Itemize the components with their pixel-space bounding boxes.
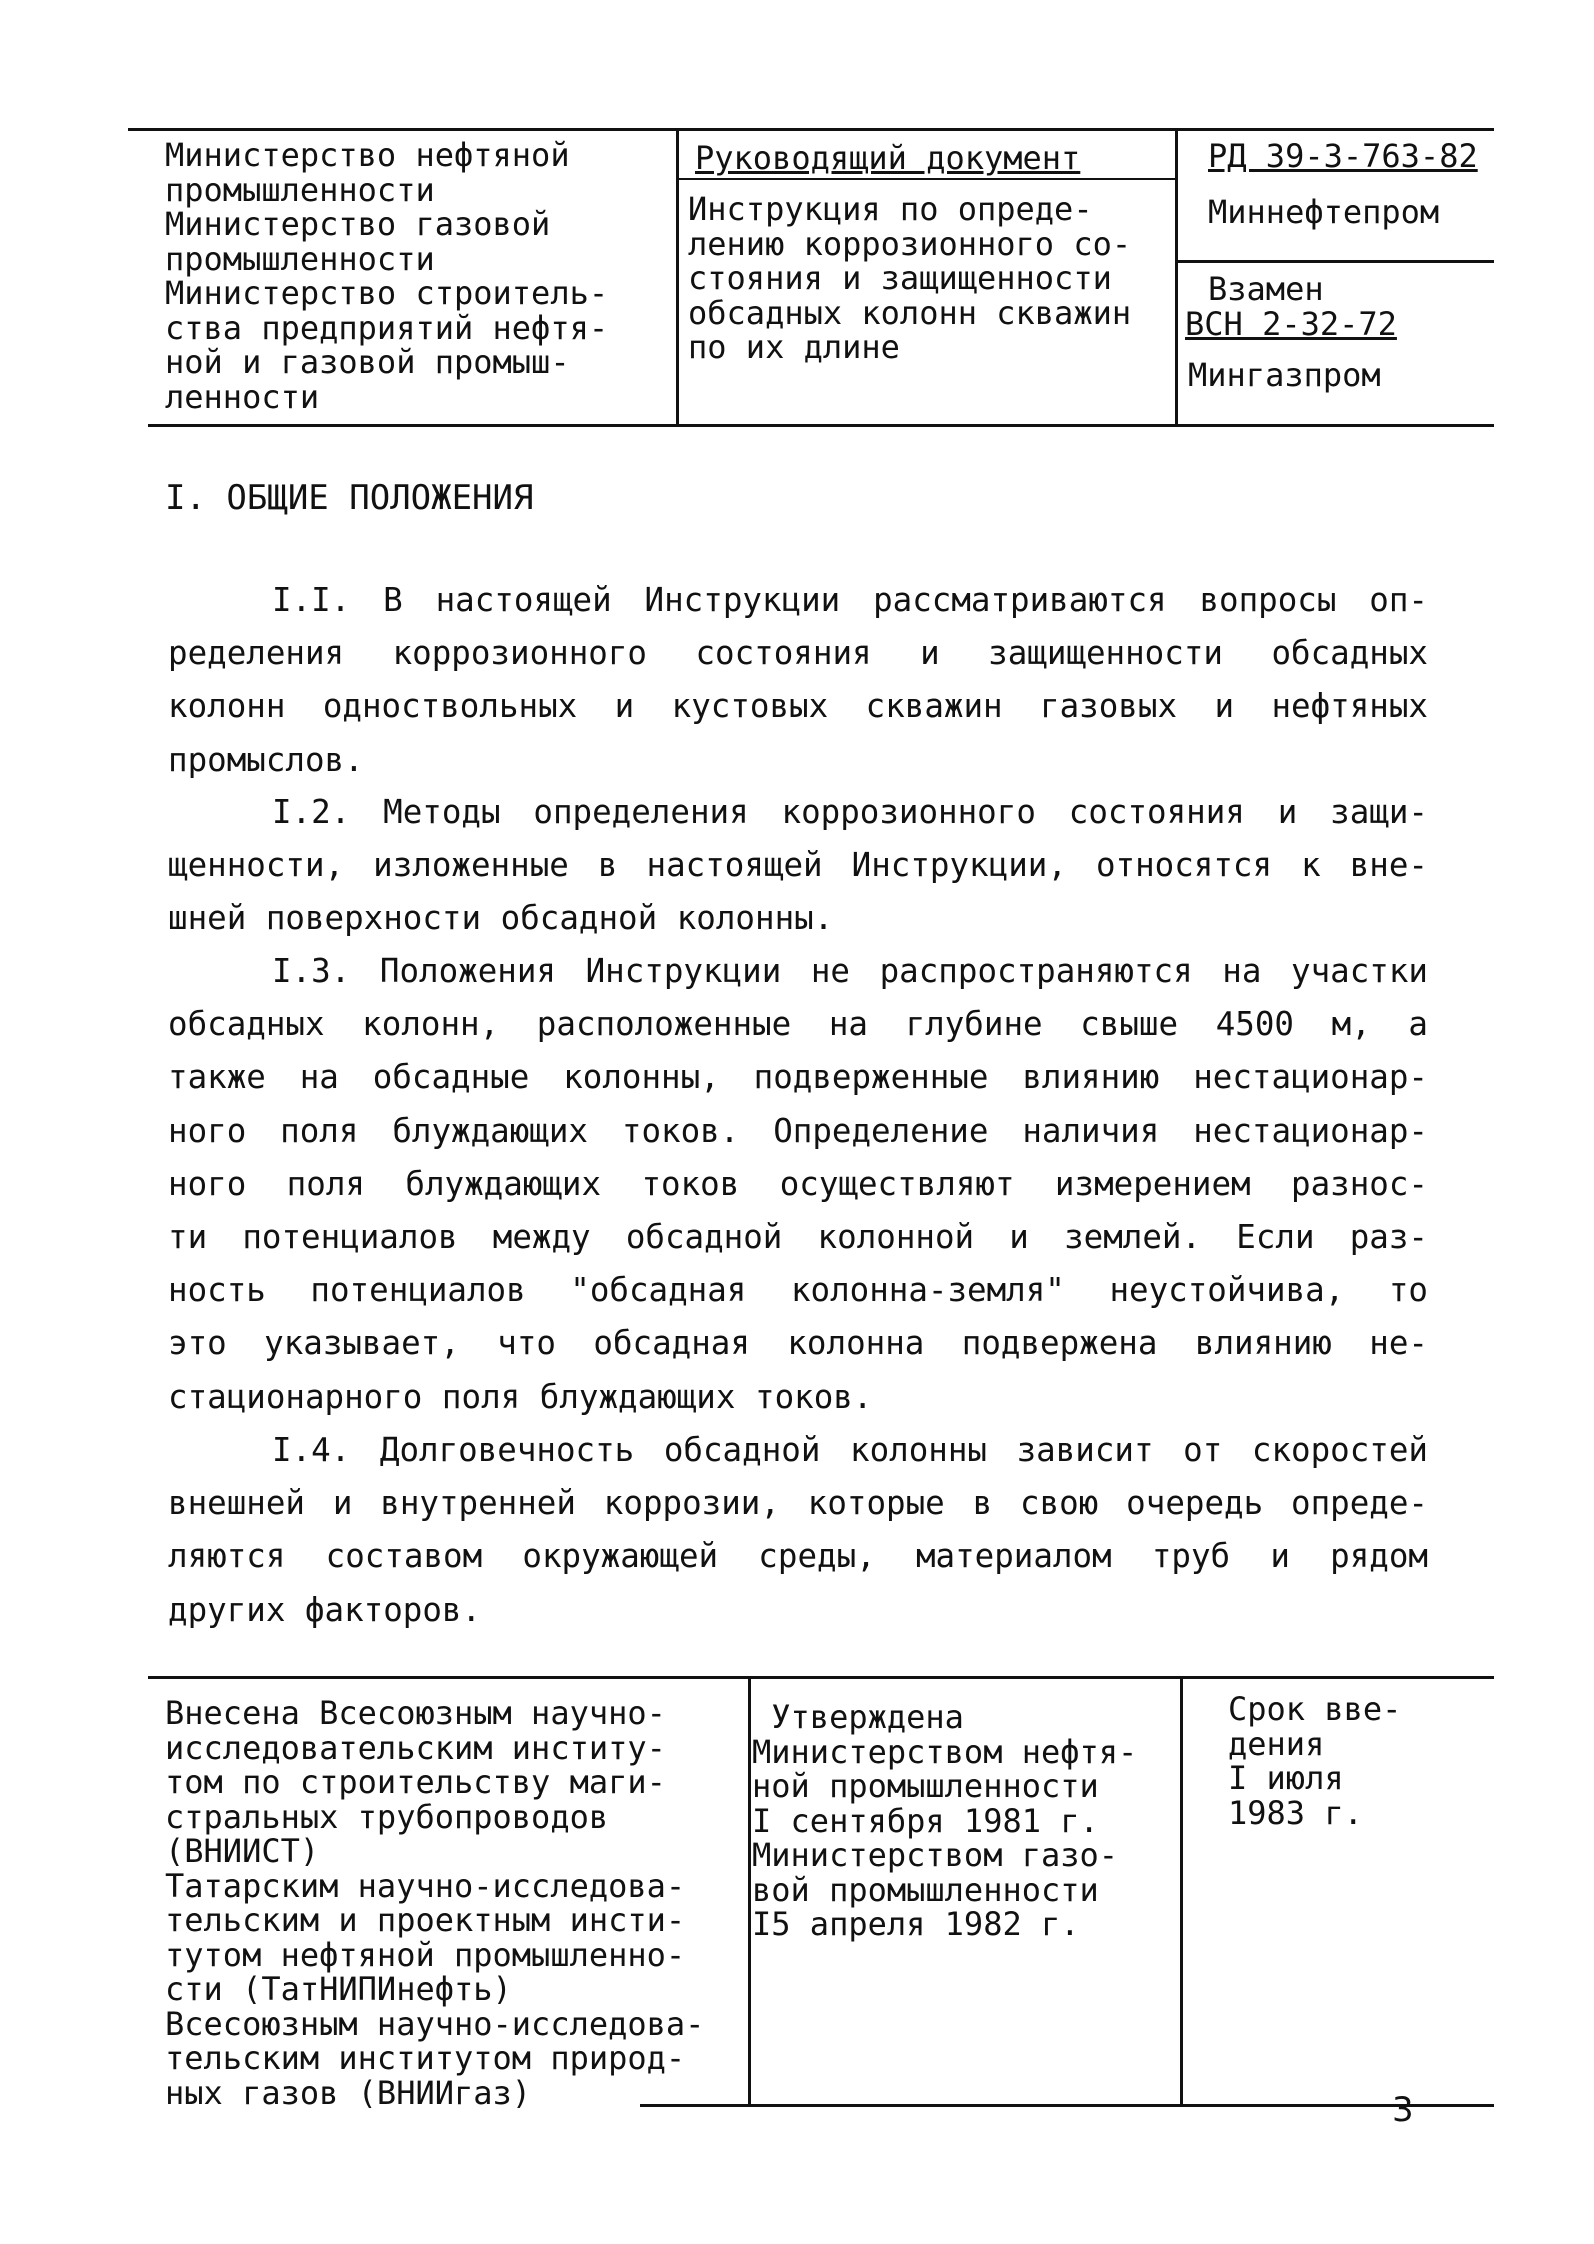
paragraph-line: ность потенциалов "обсадная колонна-земля" неустойчива, то — [168, 1271, 1428, 1310]
document-code: РД 39-3-763-82 — [1208, 137, 1478, 175]
paragraph-line: ти потенциалов между обсадной колонной и землей. Если раз- — [168, 1218, 1428, 1257]
paragraph-line: ределения коррозионного состояния и защищенности обсадных — [168, 634, 1428, 673]
paragraph-1-4 — [168, 1424, 1428, 1637]
paragraph-line: I.2. Методы определения коррозионного состояния и защи- — [272, 793, 1428, 831]
instead-label: Взамен — [1208, 270, 1324, 308]
header-top-rule — [128, 128, 1494, 131]
footer-bottom-rule — [640, 2104, 1494, 2107]
section-title: I. ОБЩИЕ ПОЛОЖЕНИЯ — [165, 478, 534, 518]
replaced-document: ВСН 2-32-72 — [1185, 305, 1397, 343]
paragraph-line: шней поверхности обсадной колонны. — [168, 899, 834, 938]
paragraph-line: ного поля блуждающих токов осуществляют измерением разнос- — [168, 1164, 1428, 1203]
paragraph-line: ляются составом окружающей среды, материалом труб и рядом — [168, 1537, 1428, 1576]
paragraph-line: I.3. Положения Инструкции не распространяются на участки — [272, 952, 1428, 990]
ministry-gas: Мингазпром — [1188, 356, 1381, 394]
footer-top-rule — [148, 1676, 1494, 1679]
effective-date: Срок вве- дения I июля 1983 г. — [1228, 1690, 1402, 1832]
paragraph-1-3 — [168, 945, 1428, 1424]
paragraph-line: колонн одноствольных и кустовых скважин газовых и нефтяных — [168, 687, 1428, 726]
paragraph-line: I.4. Долговечность обсадной колонны зависит от скоростей — [272, 1431, 1428, 1469]
paragraph-1-1 — [168, 574, 1428, 787]
header-bottom-rule — [148, 424, 1494, 427]
document-type: Руководящий документ — [695, 139, 1081, 177]
paragraph-1-2 — [168, 786, 1428, 946]
header-mid-row-rule — [678, 178, 1176, 180]
page-number: 3 — [1392, 2090, 1414, 2130]
paragraph-line: это указывает, что обсадная колонна подвержена влиянию не- — [168, 1324, 1428, 1363]
approved-by: Утверждена Министерством нефтя- ной промышленности I сентября 1981 г. Министерством газо- вой промышленности I5 апреля 1982 г. — [752, 1698, 1138, 1943]
header-divider-2 — [1175, 128, 1178, 426]
paragraph-line: обсадных колонн, расположенные на глубине свыше 4500 м, а — [168, 1005, 1428, 1044]
paragraph-line: стационарного поля блуждающих токов. — [168, 1377, 873, 1416]
footer-divider-1 — [748, 1676, 751, 2106]
paragraph-line: промыслов. — [168, 740, 364, 779]
paragraph-line: щенности, изложенные в настоящей Инструкции, относятся к вне- — [168, 846, 1428, 885]
ministry-oil: Миннефтепром — [1208, 193, 1440, 231]
paragraph-line: внешней и внутренней коррозии, которые в свою очередь опреде- — [168, 1484, 1428, 1523]
paragraph-line: других факторов. — [168, 1590, 482, 1629]
introduced-by: Внесена Всесоюзным научно- исследовательским институ- том по строительству маги- стральных трубопроводов (ВНИИСТ) Татарским научно-исследова- тельским и проектным инсти- тутом нефтяной промышленно- сти (ТатНИПИнефть) Всесоюзным научно-исследова- тельским институтом природ- ных газов (ВНИИгаз) — [165, 1694, 705, 2112]
header-right-row-rule — [1177, 260, 1494, 263]
paragraph-line: также на обсадные колонны, подверженные влиянию нестационар- — [168, 1058, 1428, 1097]
issuing-ministries: Министерство нефтяной промышленности Министерство газовой промышленности Министерство строитель- ства предприятий нефтя- ной и газовой промыш- ленности — [165, 136, 609, 416]
paragraph-line: ного поля блуждающих токов. Определение наличия нестационар- — [168, 1111, 1428, 1150]
paragraph-line: I.I. В настоящей Инструкции рассматриваются вопросы оп- — [272, 581, 1428, 619]
document-title: Инструкция по опреде- лению коррозионного со- стояния и защищенности обсадных колонн скважин по их длине — [688, 190, 1132, 366]
header-divider-1 — [676, 128, 679, 426]
